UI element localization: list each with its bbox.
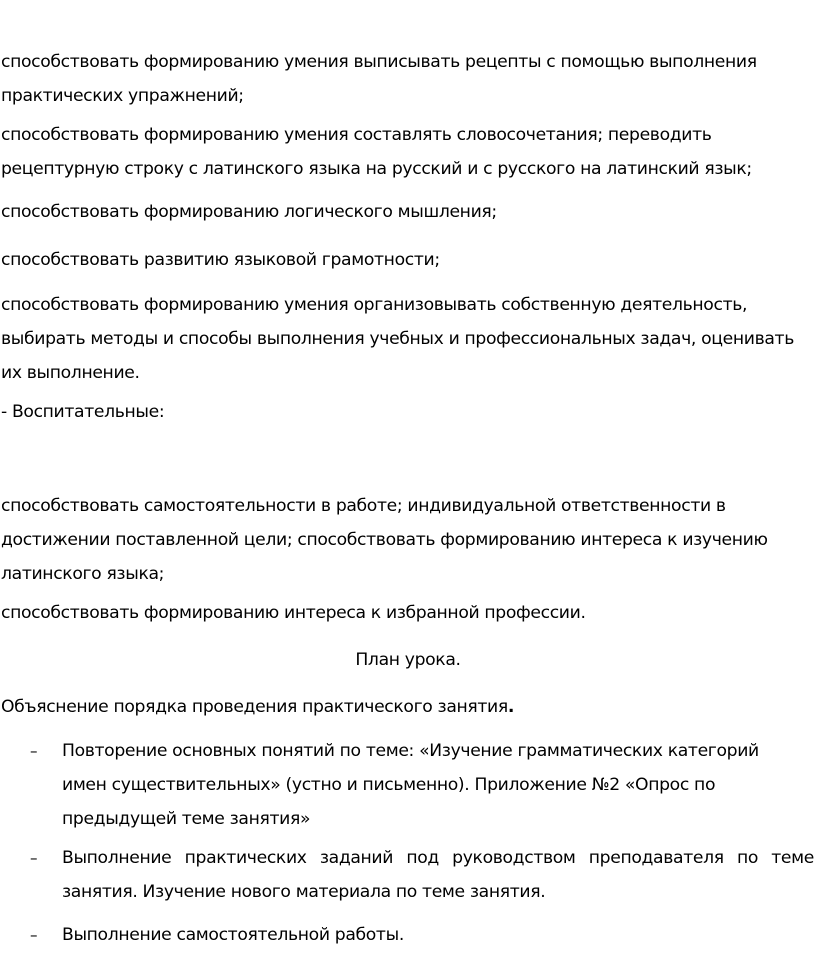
text-line: способствовать формированию умения организовывать собственную деятельность, xyxy=(1,295,748,315)
text-line: способствовать развитию языковой грамотности; xyxy=(1,250,440,270)
text-line: рецептурную строку с латинского языка на русский и с русского на латинский язык; xyxy=(1,159,752,179)
text-line: их выполнение. xyxy=(1,363,140,383)
text-line: Повторение основных понятий по теме: «Изучение грамматических категорий xyxy=(62,741,759,761)
section-heading-educational xyxy=(1,395,809,429)
text-line: Выполнение самостоятельной работы. xyxy=(62,925,404,945)
text-line: способствовать формированию интереса к избранной профессии. xyxy=(1,603,586,623)
goal-paragraph-6 xyxy=(1,489,809,591)
intro-line xyxy=(1,690,809,724)
text-line: способствовать формированию логического мышления; xyxy=(1,202,497,222)
dash-bullet: – xyxy=(30,926,38,944)
goal-paragraph-1 xyxy=(1,45,809,113)
text-line: способствовать формированию умения выписывать рецепты с помощью выполнения xyxy=(1,52,757,72)
intro-text: Объяснение порядка проведения практического занятия xyxy=(1,697,508,717)
text-line: способствовать формированию умения составлять словосочетания; переводить xyxy=(1,125,712,145)
text-line: занятия. Изучение нового материала по теме занятия. xyxy=(62,882,546,902)
text-line: латинского языка; xyxy=(1,564,165,584)
goal-paragraph-3 xyxy=(1,195,809,229)
text-line: Выполнение практических заданий под руководством преподавателя по теме xyxy=(62,848,814,868)
goal-paragraph-2 xyxy=(1,118,809,186)
list-item-text xyxy=(62,841,814,909)
goal-paragraph-7 xyxy=(1,596,809,630)
text-line: имен существительных» (устно и письменно). Приложение №2 «Опрос по xyxy=(62,775,716,795)
dash-bullet: – xyxy=(30,849,38,867)
plan-title: План урока. xyxy=(355,650,461,670)
text-line: достижении поставленной цели; способствовать формированию интереса к изучению xyxy=(1,530,768,550)
text-line: выбирать методы и способы выполнения учебных и профессиональных задач, оценивать xyxy=(1,329,794,349)
list-item-text xyxy=(62,918,814,952)
goal-paragraph-5 xyxy=(1,288,809,390)
text-line: способствовать самостоятельности в работе; индивидуальной ответственности в xyxy=(1,496,726,516)
text-line: предыдущей теме занятия» xyxy=(62,809,311,829)
goal-paragraph-4 xyxy=(1,243,809,277)
intro-dot: . xyxy=(507,697,515,717)
text-line: - Воспитательные: xyxy=(1,402,165,422)
dash-bullet: – xyxy=(30,742,38,760)
list-item-text xyxy=(62,734,814,836)
text-line: практических упражнений; xyxy=(1,86,244,106)
